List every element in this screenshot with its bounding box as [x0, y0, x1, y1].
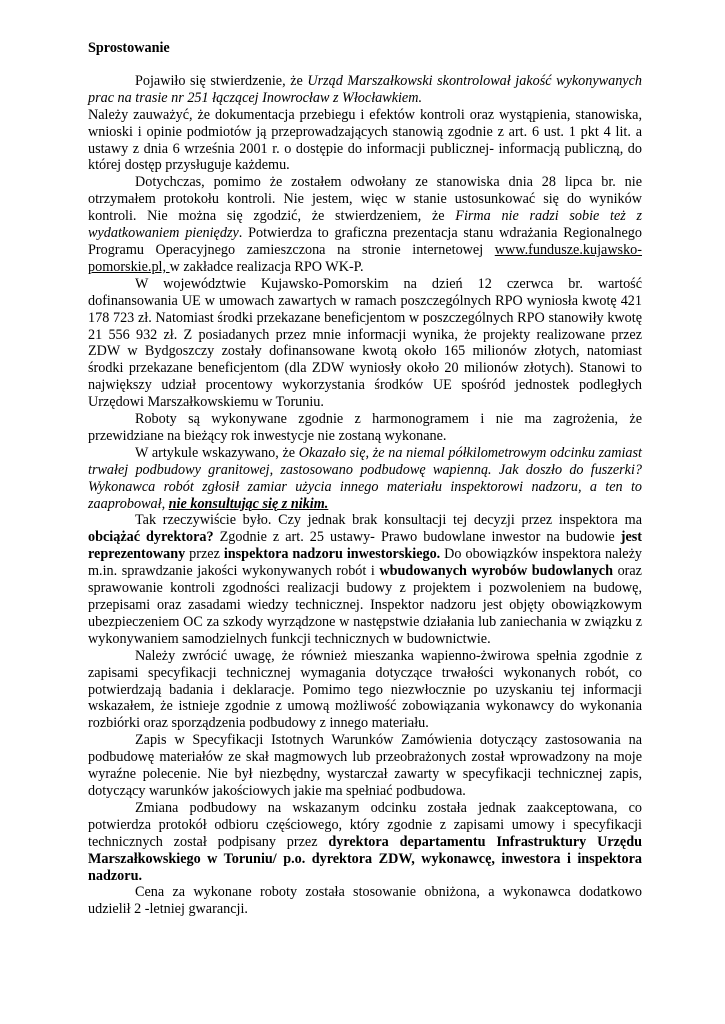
- paragraph-8: Należy zwrócić uwagę, że również mieszanka wapienno-żwirowa spełnia zgodnie z zapisami specyfikacji technicznej wymagania dotyczące trwałości wykonanych robót, co potwierdzają badania i deklaracje. Pomimo tego niezwłocznie po uzyskaniu tej informacji wskazałem, że istnieje zgodnie z umową możliwość zobowiązania wykonawcy do wykonania rozbiórki oraz sporządzenia podbudowy z innego materiału.: [88, 647, 642, 732]
- website-link[interactable]: www.fundusze.kujawsko-pomorskie.pl,: [88, 241, 642, 275]
- document-title: Sprostowanie: [88, 40, 170, 56]
- quoted-claim-3: Okazało się, że na niemal półkilometrowym odcinku zamiast trwałej podbudowy granitowej, zastosowano podbudowę wapienną. Jak doszło do fuszerki? Wykonawca robót zgłosił zamiar użycia innego materiału inspektorowi nadzoru, a ten to zaaprobował,: [88, 444, 642, 512]
- paragraph-6: W artykule wskazywano, że Okazało się, że na niemal półkilometrowym odcinku zamiast trwałej podbudowy granitowej, zastosowano podbudowę wapienną. Jak doszło do fuszerki? Wykonawca robót zgłosił zamiar użycia innego materiału inspektorowi nadzoru, a ten to zaaprobował, nie konsultując się z nikim.: [88, 444, 642, 512]
- paragraph-5: Roboty są wykonywane zgodnie z harmonogramem i nie ma zagrożenia, że przewidziane na bieżący rok inwestycje nie zostaną wykonane.: [88, 411, 642, 444]
- paragraph-9: Zapis w Specyfikacji Istotnych Warunków Zamówienia dotyczący zastosowania na podbudowę materiałów ze skał magmowych lub przeobrażonych został wprowadzony na moje wyraźne polecenie. Nie był niezbędny, wystarczał zawarty w specyfikacji technicznej zapis, dotyczący warunków jakościowych jakie ma spełniać podbudowa.: [88, 732, 642, 799]
- emphasized-quote: nie konsultując się z nikim.: [168, 495, 329, 512]
- paragraph-2: Należy zauważyć, że dokumentacja przebiegu i efektów kontroli oraz wystąpienia, stanowiska, wnioski i opinie podmiotów ją przeprowadzających stanowią zgodnie z art. 6 ust. 1 pkt 4 lit. a ustawy z dnia 6 września 2001 r. o dostępie do informacji publicznej- informacją publiczną, do której dostęp przysługuje każdemu.: [88, 106, 642, 174]
- paragraph-1: Pojawiło się stwierdzenie, że Urząd Marszałkowski skontrolował jakość wykonywanych prac na trasie nr 251 łączącej Inowrocław z Włocławkiem.: [88, 72, 642, 106]
- quoted-claim-1: Urząd Marszałkowski skontrolował jakość wykonywanych prac na trasie nr 251 łączącej Inowrocław z Włocławkiem.: [88, 72, 642, 106]
- document-page: [88, 40, 642, 918]
- quoted-claim-2: Firma nie radzi sobie też z wydatkowaniem pieniędzy: [88, 208, 642, 242]
- paragraph-3: Dotychczas, pomimo że zostałem odwołany ze stanowiska dnia 28 lipca br. nie otrzymałem protokołu kontroli. Nie jestem, więc w stanie ustosunkować się do wyników kontroli. Nie można się zgodzić, że stwierdzeniem, że Firma nie radzi sobie też z wydatkowaniem pieniędzy. Potwierdza to graficzna prezentacja stanu wdrażania Regionalnego Programu Operacyjnego zamieszczona na stronie internetowej www.fundusze.kujawsko-pomorskie.pl, w zakładce realizacja RPO WK-P.: [88, 174, 642, 275]
- paragraph-10: Zmiana podbudowy na wskazanym odcinku została jednak zaakceptowana, co potwierdza protokół odbioru częściowego, który zgodnie z zapisami umowy i specyfikacji technicznych został podpisany przez dyrektora departamentu Infrastruktury Urzędu Marszałkowskiego w Toruniu/ p.o. dyrektora ZDW, wykonawcę, inwestora i inspektora nadzoru.: [88, 799, 643, 884]
- paragraph-11: Cena za wykonane roboty została stosowanie obniżona, a wykonawca dodatkowo udzielił 2 -letniej gwarancji.: [88, 884, 642, 918]
- paragraph-7: Tak rzeczywiście było. Czy jednak brak konsultacji tej decyzji przez inspektora ma obciążać dyrektora? Zgodnie z art. 25 ustawy- Prawo budowlane inwestor na budowie jest reprezentowany przez inspektora nadzoru inwestorskiego. Do obowiązków inspektora należy m.in. sprawdzanie jakości wykonywanych robót i wbudowanych wyrobów budowlanych oraz sprawowanie kontroli zgodności realizacji budowy z projektem i pozwoleniem na budowę, przepisami oraz zasadami wiedzy technicznej. Inspektor nadzoru jest objęty obowiązkowym ubezpieczeniem OC za szkody wyrządzone w następstwie działania lub zaniechania w związku z wykonywaniem samodzielnych funkcji technicznych w budownictwie.: [88, 512, 642, 647]
- paragraph-4: W województwie Kujawsko-Pomorskim na dzień 12 czerwca br. wartość dofinansowania UE w umowach zawartych w ramach poszczególnych RPO wyniosła kwotę 421 178 723 zł. Natomiast środki przekazane beneficjentom w poszczególnych RPO stanowiły kwotę 21 556 932 zł. Z posiadanych przez mnie informacji wynika, że projekty realizowane przez ZDW w Bydgoszczy zostały dofinansowane kwotą około 165 milionów złotych, natomiast środki przekazane beneficjentom (dla ZDW wyniosły około 20 milionów złotych). Stanowi to największy udział procentowy wykorzystania środków UE spośród jednostek podległych Urzędowi Marszałkowskiemu w Toruniu.: [88, 275, 642, 411]
